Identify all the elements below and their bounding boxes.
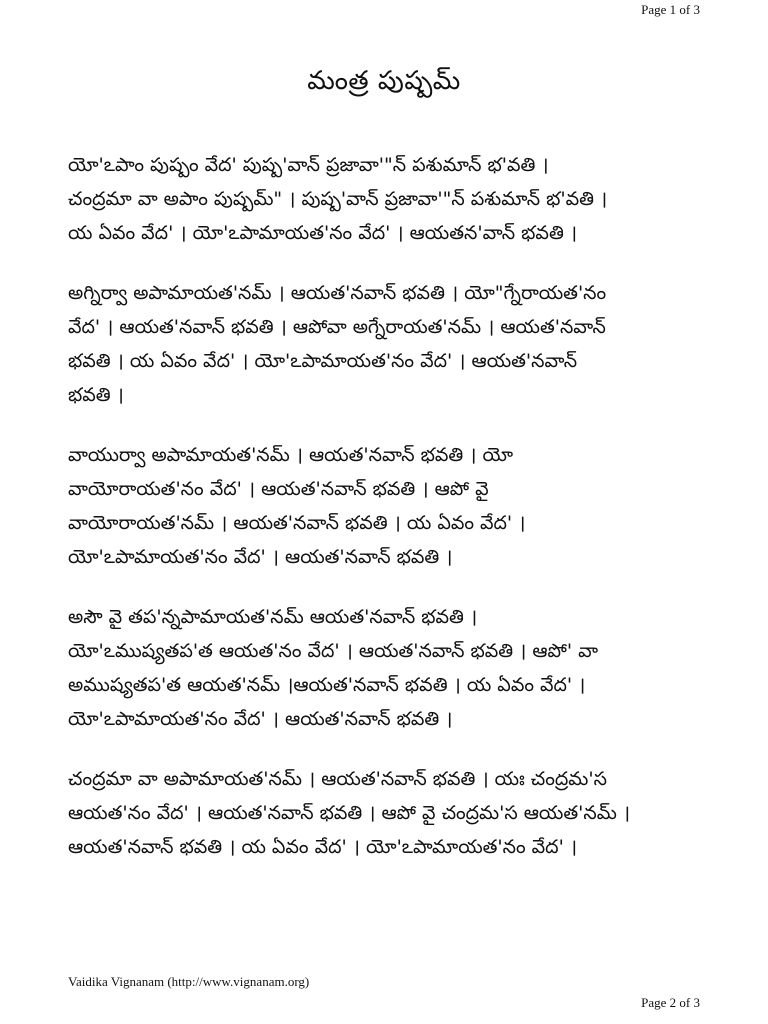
- verse-line: య ఏవం వేద' । యో'ఽపామాయత'నం వేద' । ఆయతన'వాన్ భవతి ।: [68, 222, 578, 244]
- verse-line: అసౌ వై తప'న్నపామాయత'నమ్ ఆయత'నవాన్ భవతి ।: [68, 606, 478, 628]
- verse-line: ఆయత'నవాన్ భవతి । య ఏవం వేద' । యో'ఽపామాయత'నం వేద' ।: [68, 836, 578, 858]
- verse-line: వాయోరాయత'నం వేద' । ఆయత'నవాన్ భవతి । ఆపో వై: [68, 478, 489, 500]
- stanza-2: [68, 276, 708, 412]
- verse-line: యో'ఽముష్యతప'త ఆయత'నం వేద' । ఆయత'నవాన్ భవతి । ఆపో' వా: [68, 640, 599, 662]
- stanza-1: [68, 148, 708, 250]
- verse-line: యో'ఽపామాయత'నం వేద' । ఆయత'నవాన్ భవతి ।: [68, 546, 453, 568]
- verse-line: ఆయత'నం వేద' । ఆయత'నవాన్ భవతి । ఆపో వై చంద్రమ'స ఆయత'నమ్ ।: [68, 802, 631, 824]
- stanza-4: [68, 600, 708, 736]
- document-body: [68, 148, 708, 890]
- document-title: మంత్ర పుష్పమ్: [307, 66, 461, 96]
- verse-line: యో'ఽపాం పుష్పం వేద' పుష్ప'వాన్ ప్రజావా'"న్ పశుమాన్ భ'వతి ।: [68, 154, 549, 176]
- page-number-top: Page 1 of 3: [641, 2, 700, 17]
- verse-line: వాయోరాయత'నమ్ । ఆయత'నవాన్ భవతి । య ఏవం వేద' ।: [68, 512, 526, 534]
- verse-line: యో'ఽపామాయత'నం వేద' । ఆయత'నవాన్ భవతి ।: [68, 708, 453, 730]
- page-number-bottom: Page 2 of 3: [641, 995, 700, 1010]
- stanza-3: [68, 438, 708, 574]
- verse-line: వాయుర్వా అపామాయత'నమ్ । ఆయత'నవాన్ భవతి । యో: [68, 444, 514, 466]
- verse-line: చంద్రమా వా అపాం పుష్పమ్" । పుష్ప'వాన్ ప్రజావా'"న్ పశుమాన్ భ'వతి ।: [68, 188, 608, 210]
- source-footer: Vaidika Vignanam (http://www.vignanam.org): [68, 974, 310, 989]
- verse-line: అగ్నిర్వా అపామాయత'నమ్ । ఆయత'నవాన్ భవతి । యో"గ్నేరాయత'నం: [68, 282, 607, 304]
- verse-line: భవతి ।: [68, 384, 124, 406]
- verse-line: అముష్యతప'త ఆయత'నమ్ ।ఆయత'నవాన్ భవతి । య ఏవం వేద' ।: [68, 674, 586, 696]
- verse-line: చంద్రమా వా అపామాయత'నమ్ । ఆయత'నవాన్ భవతి । యః చంద్రమ'స: [68, 768, 607, 790]
- stanza-5: [68, 762, 708, 864]
- verse-line: వేద' । ఆయత'నవాన్ భవతి । ఆపోవా అగ్నేరాయత'నమ్ । ఆయత'నవాన్: [68, 316, 606, 338]
- verse-line: భవతి । య ఏవం వేద' । యో'ఽపామాయత'నం వేద' । ఆయత'నవాన్: [68, 350, 578, 372]
